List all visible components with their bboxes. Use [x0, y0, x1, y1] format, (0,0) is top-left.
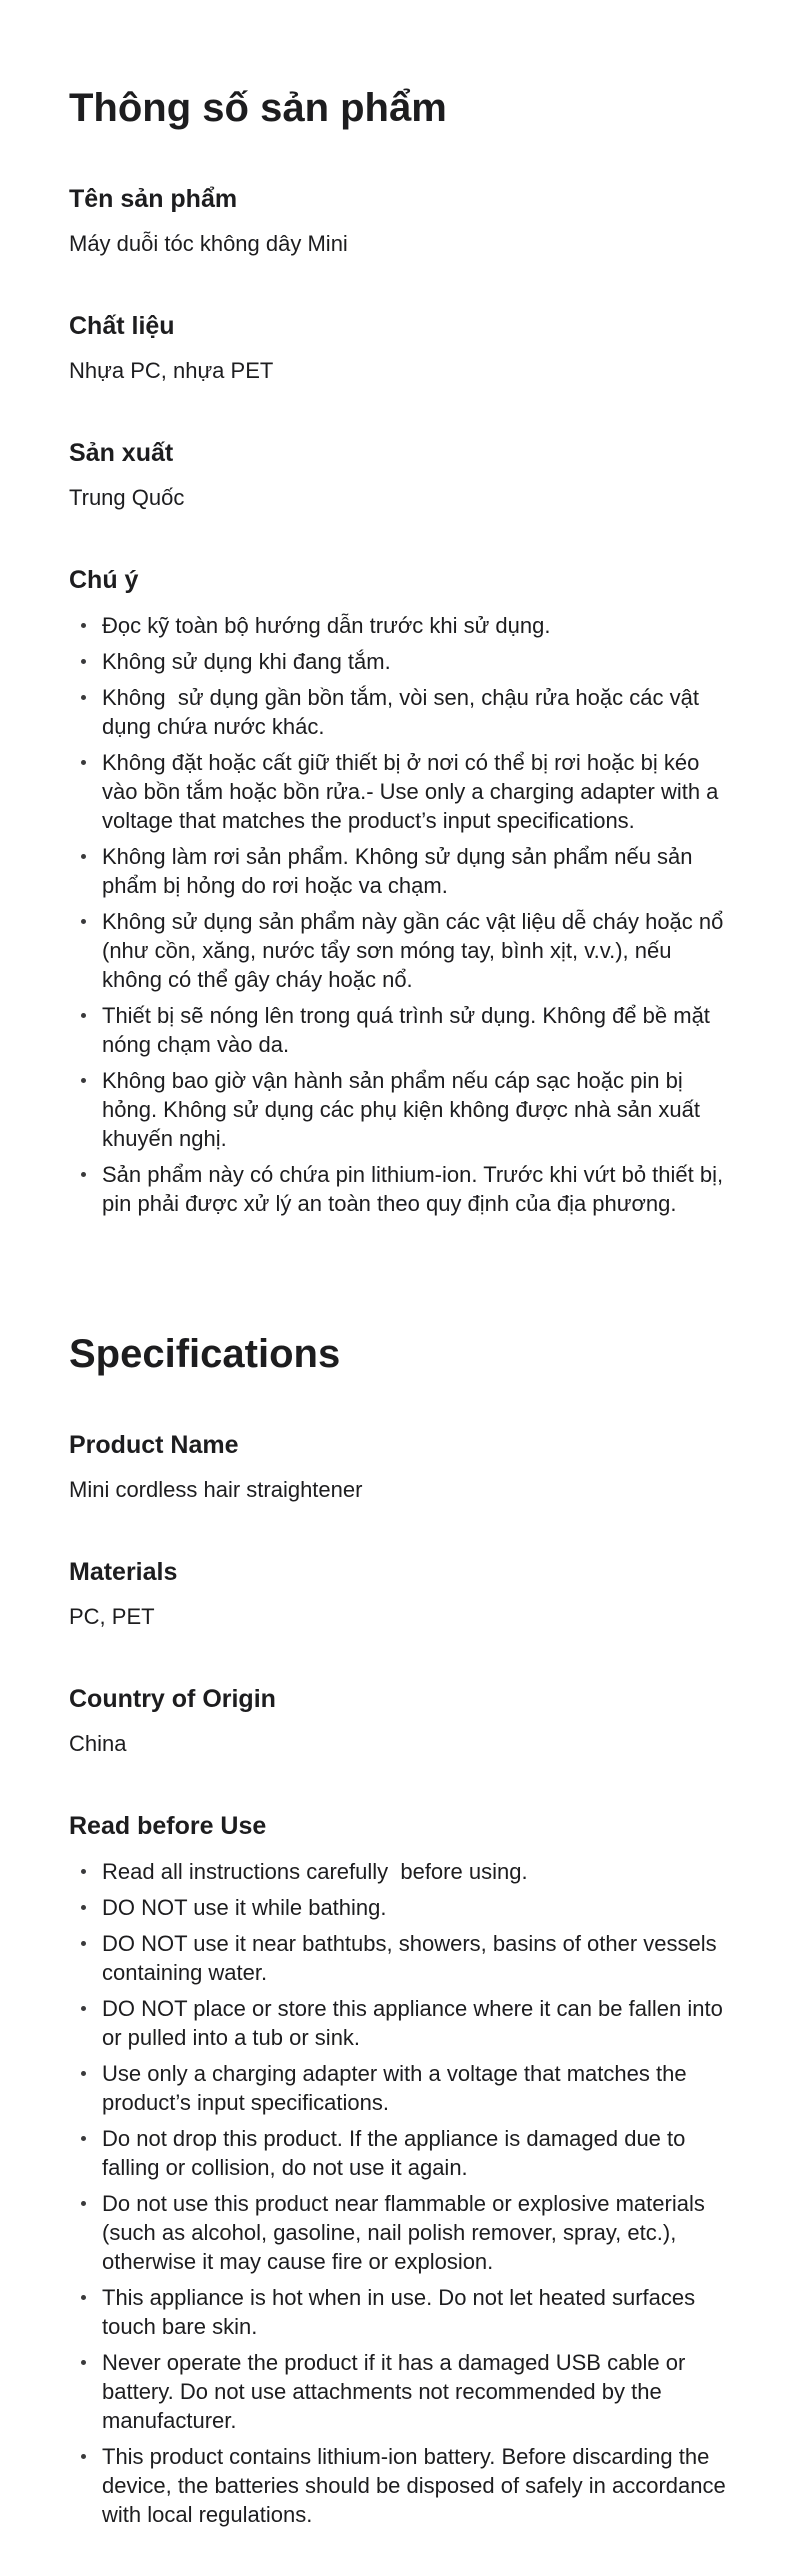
note-item — [69, 647, 729, 676]
spec-section-english — [69, 1330, 732, 2529]
spec-section-vietnamese — [69, 84, 729, 1218]
value-materials-en: PC, PET — [69, 1604, 155, 1629]
note-item — [69, 2348, 729, 2435]
heading-product-name-vi: Tên sản phẩm — [69, 185, 238, 213]
bullet-dot-icon — [81, 2454, 86, 2459]
note-item-text: Không bao giờ vận hành sản phẩm nếu cáp sạc hoặc pin bị hỏng. Không sử dụng các phụ kiện không được nhà sản xuất khuyến nghị. — [102, 1068, 707, 1151]
note-item — [69, 1160, 729, 1218]
note-item — [69, 2283, 729, 2341]
note-item-text: DO NOT place or store this appliance where it can be fallen into or pulled into a tub or sink. — [102, 1996, 729, 2050]
bullet-dot-icon — [81, 2136, 86, 2141]
note-item-text: This product contains lithium-ion battery. Before discarding the device, the batteries should be disposed of safely in accordance with local regulations. — [102, 2444, 732, 2527]
bullet-dot-icon — [81, 2360, 86, 2365]
note-item-text: Use only a charging adapter with a voltage that matches the product’s input specifications. — [102, 2061, 693, 2115]
notes-list-vi — [69, 611, 729, 1218]
note-item-text: Không sử dụng sản phẩm này gần các vật liệu dễ cháy hoặc nổ (như cồn, xăng, nước tẩy sơn móng tay, bình xịt, v.v.), nếu không có thể gây cháy hoặc nổ. — [102, 909, 730, 992]
bullet-dot-icon — [81, 1172, 86, 1177]
note-item-text: DO NOT use it near bathtubs, showers, basins of other vessels containing water. — [102, 1931, 723, 1985]
bullet-dot-icon — [81, 1013, 86, 1018]
note-item — [69, 907, 729, 994]
bullet-dot-icon — [81, 854, 86, 859]
note-item — [69, 1001, 729, 1059]
note-item — [69, 1929, 729, 1987]
heading-origin-en: Country of Origin — [69, 1685, 276, 1713]
note-item — [69, 1857, 729, 1886]
bullet-dot-icon — [81, 2071, 86, 2076]
bullet-dot-icon — [81, 2006, 86, 2011]
bullet-dot-icon — [81, 623, 86, 628]
note-item-text: Read all instructions carefully before using. — [102, 1859, 528, 1884]
bullet-dot-icon — [81, 659, 86, 664]
note-item — [69, 1994, 729, 2052]
bullet-dot-icon — [81, 919, 86, 924]
bullet-dot-icon — [81, 1078, 86, 1083]
note-item-text: Never operate the product if it has a damaged USB cable or battery. Do not use attachments not recommended by the manufacturer. — [102, 2350, 692, 2433]
note-item — [69, 1066, 729, 1153]
bullet-dot-icon — [81, 2295, 86, 2300]
note-item-text: Không sử dụng gần bồn tắm, vòi sen, chậu rửa hoặc các vật dụng chứa nước khác. — [102, 685, 706, 739]
bullet-dot-icon — [81, 1941, 86, 1946]
note-item-text: Do not drop this product. If the appliance is damaged due to falling or collision, do not use it again. — [102, 2126, 692, 2180]
heading-materials-vi: Chất liệu — [69, 312, 175, 340]
bullet-dot-icon — [81, 695, 86, 700]
note-item-text: Không làm rơi sản phẩm. Không sử dụng sản phẩm nếu sản phẩm bị hỏng do rơi hoặc va chạm. — [102, 844, 699, 898]
bullet-dot-icon — [81, 1905, 86, 1910]
note-item-text: Không sử dụng khi đang tắm. — [102, 649, 391, 674]
note-item — [69, 2059, 729, 2117]
note-item-text: Sản phẩm này có chứa pin lithium-ion. Trước khi vứt bỏ thiết bị, pin phải được xử lý an toàn theo quy định của địa phương. — [102, 1162, 730, 1216]
bullet-dot-icon — [81, 760, 86, 765]
note-item — [69, 683, 729, 741]
note-item-text: Do not use this product near flammable or explosive materials (such as alcohol, gasoline, nail polish remover, spray, etc.), otherwise it may cause fire or explosion. — [102, 2191, 711, 2274]
notes-list-en — [69, 1857, 732, 2529]
note-item — [69, 2189, 729, 2276]
note-item — [69, 842, 729, 900]
note-item-text: This appliance is hot when in use. Do not let heated surfaces touch bare skin. — [102, 2285, 702, 2339]
note-item-text: Không đặt hoặc cất giữ thiết bị ở nơi có thể bị rơi hoặc bị kéo vào bồn tắm hoặc bồn rửa.- Use only a charging adapter with a voltage that matches the product’s input specifications. — [102, 750, 725, 833]
heading-product-name-en: Product Name — [69, 1431, 239, 1459]
page-title-english: Specifications — [69, 1332, 341, 1376]
note-item-text: Đọc kỹ toàn bộ hướng dẫn trước khi sử dụng. — [102, 613, 551, 638]
note-item-text: Thiết bị sẽ nóng lên trong quá trình sử dụng. Không để bề mặt nóng chạm vào da. — [102, 1003, 717, 1057]
value-origin-en: China — [69, 1731, 127, 1756]
bullet-dot-icon — [81, 2201, 86, 2206]
value-materials-vi: Nhựa PC, nhựa PET — [69, 358, 274, 383]
note-item — [69, 2442, 732, 2529]
note-item — [69, 1893, 729, 1922]
note-item — [69, 611, 729, 640]
bullet-dot-icon — [81, 1869, 86, 1874]
heading-materials-en: Materials — [69, 1558, 178, 1586]
note-item — [69, 748, 729, 835]
value-origin-vi: Trung Quốc — [69, 485, 185, 510]
heading-notes-en: Read before Use — [69, 1812, 267, 1840]
heading-origin-vi: Sản xuất — [69, 439, 174, 467]
page-title-vietnamese: Thông số sản phẩm — [69, 86, 447, 130]
value-product-name-vi: Máy duỗi tóc không dây Mini — [69, 231, 348, 256]
note-item-text: DO NOT use it while bathing. — [102, 1895, 387, 1920]
value-product-name-en: Mini cordless hair straightener — [69, 1477, 363, 1502]
note-item — [69, 2124, 729, 2182]
heading-notes-vi: Chú ý — [69, 566, 139, 594]
